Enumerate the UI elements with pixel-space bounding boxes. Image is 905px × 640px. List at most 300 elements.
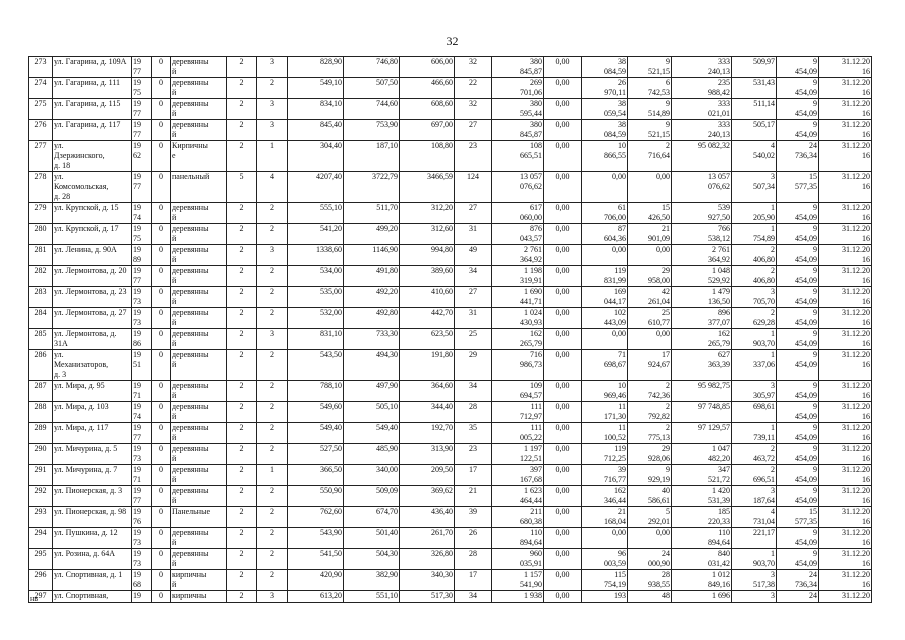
- cell-wall-material: деревянны й: [171, 402, 227, 423]
- cell-year-built: 19 74: [132, 402, 152, 423]
- cell-local-cost: 17 924,67: [628, 350, 672, 381]
- cell-deadline: 31.12.20 16: [819, 141, 872, 172]
- cell-owners-cost: 840 031,42: [672, 549, 732, 570]
- cell-fund-cost: 0,00: [544, 224, 582, 245]
- table-row: [29, 486, 872, 507]
- cell-total-area: 541,20: [288, 224, 344, 245]
- cell-residential-area: 261,70: [400, 528, 455, 549]
- cell-wall-material: деревянны й: [171, 423, 227, 444]
- cell-living-area: 733,30: [344, 329, 400, 350]
- cell-year-built: 19 77: [132, 120, 152, 141]
- cell-entrances: 2: [257, 486, 288, 507]
- cell-max-cost-per-sqm: 9 454,09: [777, 423, 819, 444]
- cell-year-repair: 0: [152, 591, 171, 603]
- cell-year-repair: 0: [152, 444, 171, 465]
- cell-entrances: 4: [257, 172, 288, 203]
- cell-entrances: 3: [257, 57, 288, 78]
- cell-living-area: 494,30: [344, 350, 400, 381]
- cell-total-area: 1338,60: [288, 245, 344, 266]
- cell-residents: 34: [455, 591, 492, 603]
- cell-residential-area: 436,40: [400, 507, 455, 528]
- cell-owners-cost: 1 420 531,39: [672, 486, 732, 507]
- cell-residents: 32: [455, 99, 492, 120]
- cell-residential-area: 697,00: [400, 120, 455, 141]
- cell-deadline: 31.12.20 16: [819, 329, 872, 350]
- cell-local-cost: 29 928,06: [628, 444, 672, 465]
- cell-residents: 27: [455, 203, 492, 224]
- cell-max-cost-per-sqm: 9 454,09: [777, 329, 819, 350]
- cell-year-built: 19 77: [132, 486, 152, 507]
- cell-floors: 2: [227, 57, 257, 78]
- cell-total-cost: 109 694,57: [492, 381, 544, 402]
- cell-residential-area: 209,50: [400, 465, 455, 486]
- cell-residents: 27: [455, 120, 492, 141]
- cell-wall-material: деревянны й: [171, 57, 227, 78]
- cell-local-cost: 29 958,00: [628, 266, 672, 287]
- cell-fund-cost: 0,00: [544, 591, 582, 603]
- cell-year-built: 19 73: [132, 549, 152, 570]
- cell-total-cost: 960 035,91: [492, 549, 544, 570]
- cell-year-repair: 0: [152, 465, 171, 486]
- table-row: [29, 287, 872, 308]
- cell-wall-material: деревянны й: [171, 381, 227, 402]
- cell-deadline: 31.12.20 16: [819, 99, 872, 120]
- cell-total-area: 366,50: [288, 465, 344, 486]
- cell-year-built: 19 75: [132, 224, 152, 245]
- table-row: [29, 423, 872, 444]
- cell-local-cost: 2 775,13: [628, 423, 672, 444]
- cell-region-cost: 119 831,99: [582, 266, 628, 287]
- cell-year-repair: 0: [152, 570, 171, 591]
- cell-owners-cost: 2 761 364,92: [672, 245, 732, 266]
- cell-owners-cost: 333 240,13: [672, 120, 732, 141]
- cell-fund-cost: 0,00: [544, 245, 582, 266]
- table-row: [29, 99, 872, 120]
- cell-year-repair: 0: [152, 486, 171, 507]
- cell-local-cost: 9 521,15: [628, 120, 672, 141]
- cell-total-area: 534,00: [288, 266, 344, 287]
- table-row: [29, 549, 872, 570]
- cell-fund-cost: 0,00: [544, 402, 582, 423]
- cell-total-cost: 397 167,68: [492, 465, 544, 486]
- cell-owners-cost: 896 377,07: [672, 308, 732, 329]
- cell-floors: 2: [227, 507, 257, 528]
- cell-local-cost: 15 426,50: [628, 203, 672, 224]
- cell-max-cost-per-sqm: 24 736,34: [777, 141, 819, 172]
- cell-residents: 29: [455, 350, 492, 381]
- cell-deadline: 31.12.20 16: [819, 507, 872, 528]
- cell-wall-material: деревянны й: [171, 486, 227, 507]
- table-row: [29, 591, 872, 603]
- cell-address: ул. Механизаторов, д. 3: [53, 350, 132, 381]
- cell-entrances: 2: [257, 423, 288, 444]
- cell-floors: 2: [227, 402, 257, 423]
- cell-max-cost-per-sqm: 24 736,34: [777, 570, 819, 591]
- cell-entrances: 2: [257, 444, 288, 465]
- cell-local-cost: 9 929,19: [628, 465, 672, 486]
- cell-total-cost: 111 712,97: [492, 402, 544, 423]
- cell-region-cost: 38 059,54: [582, 99, 628, 120]
- cell-residential-area: 606,00: [400, 57, 455, 78]
- cell-row-number: 285: [29, 329, 53, 350]
- cell-region-cost: 102 443,09: [582, 308, 628, 329]
- cell-fund-cost: 0,00: [544, 287, 582, 308]
- cell-local-cost: 21 901,09: [628, 224, 672, 245]
- cell-total-cost: 269 701,06: [492, 78, 544, 99]
- cell-residents: 28: [455, 402, 492, 423]
- cell-max-cost-per-sqm: 9 454,09: [777, 203, 819, 224]
- cell-cost-per-sqm: 3 305,97: [732, 381, 777, 402]
- cell-total-area: 541,50: [288, 549, 344, 570]
- cell-living-area: 492,20: [344, 287, 400, 308]
- cell-fund-cost: 0,00: [544, 57, 582, 78]
- cell-local-cost: 2 742,36: [628, 381, 672, 402]
- cell-entrances: 3: [257, 120, 288, 141]
- cell-entrances: 1: [257, 141, 288, 172]
- cell-address: ул. Лермонтова, д. 23: [53, 287, 132, 308]
- cell-wall-material: деревянны й: [171, 224, 227, 245]
- cell-total-area: 535,00: [288, 287, 344, 308]
- cell-row-number: 294: [29, 528, 53, 549]
- cell-wall-material: Кирпичны е: [171, 141, 227, 172]
- cell-max-cost-per-sqm: 9 454,09: [777, 549, 819, 570]
- cell-residents: 31: [455, 308, 492, 329]
- cell-region-cost: 39 716,77: [582, 465, 628, 486]
- cell-max-cost-per-sqm: 9 454,09: [777, 78, 819, 99]
- cell-residents: 34: [455, 381, 492, 402]
- cell-residential-area: 191,80: [400, 350, 455, 381]
- cell-entrances: 3: [257, 329, 288, 350]
- cell-residential-area: 313,90: [400, 444, 455, 465]
- cell-entrances: 2: [257, 308, 288, 329]
- cell-local-cost: 48: [628, 591, 672, 603]
- cell-fund-cost: 0,00: [544, 465, 582, 486]
- cell-local-cost: 25 610,77: [628, 308, 672, 329]
- cell-fund-cost: 0,00: [544, 99, 582, 120]
- cell-year-built: 19 68: [132, 570, 152, 591]
- cell-owners-cost: 185 220,33: [672, 507, 732, 528]
- cell-cost-per-sqm: 3 187,64: [732, 486, 777, 507]
- cell-year-built: 19 77: [132, 57, 152, 78]
- cell-cost-per-sqm: 3 705,70: [732, 287, 777, 308]
- cell-total-cost: 1 024 430,93: [492, 308, 544, 329]
- cell-owners-cost: 162 265,79: [672, 329, 732, 350]
- cell-year-built: 19 73: [132, 287, 152, 308]
- cell-total-area: 549,10: [288, 78, 344, 99]
- cell-local-cost: 2 716,64: [628, 141, 672, 172]
- cell-living-area: 674,70: [344, 507, 400, 528]
- cell-residential-area: 389,60: [400, 266, 455, 287]
- cell-region-cost: 87 604,36: [582, 224, 628, 245]
- cell-deadline: 31.12.20 16: [819, 203, 872, 224]
- cell-cost-per-sqm: 698,61: [732, 402, 777, 423]
- cell-year-repair: 0: [152, 172, 171, 203]
- table-row: [29, 444, 872, 465]
- cell-deadline: 31.12.20 16: [819, 266, 872, 287]
- cell-total-cost: 1 157 541,90: [492, 570, 544, 591]
- cell-floors: 2: [227, 141, 257, 172]
- cell-cost-per-sqm: 2 463,72: [732, 444, 777, 465]
- cell-entrances: 2: [257, 266, 288, 287]
- cell-year-built: 19 77: [132, 266, 152, 287]
- cell-residents: 26: [455, 528, 492, 549]
- cell-owners-cost: 1 479 136,50: [672, 287, 732, 308]
- cell-total-cost: 1 198 319,91: [492, 266, 544, 287]
- cell-total-cost: 380 845,87: [492, 120, 544, 141]
- cell-local-cost: 0,00: [628, 172, 672, 203]
- cell-floors: 2: [227, 423, 257, 444]
- cell-floors: 2: [227, 486, 257, 507]
- cell-deadline: 31.12.20 16: [819, 570, 872, 591]
- cell-cost-per-sqm: 3 517,38: [732, 570, 777, 591]
- cell-owners-cost: 539 927,50: [672, 203, 732, 224]
- cell-fund-cost: 0,00: [544, 329, 582, 350]
- cell-wall-material: деревянны й: [171, 465, 227, 486]
- cell-cost-per-sqm: 3: [732, 591, 777, 603]
- cell-total-area: 549,60: [288, 402, 344, 423]
- cell-fund-cost: 0,00: [544, 381, 582, 402]
- cell-address: ул. Мичурина, д. 5: [53, 444, 132, 465]
- cell-total-cost: 2 761 364,92: [492, 245, 544, 266]
- cell-row-number: 274: [29, 78, 53, 99]
- table-row: [29, 465, 872, 486]
- cell-row-number: 287: [29, 381, 53, 402]
- cell-deadline: 31.12.20 16: [819, 120, 872, 141]
- cell-fund-cost: 0,00: [544, 141, 582, 172]
- cell-total-cost: 111 005,22: [492, 423, 544, 444]
- cell-year-repair: 0: [152, 245, 171, 266]
- cell-address: ул. Мира, д. 103: [53, 402, 132, 423]
- cell-max-cost-per-sqm: 15 577,35: [777, 172, 819, 203]
- cell-region-cost: 38 084,59: [582, 57, 628, 78]
- cell-entrances: 3: [257, 591, 288, 603]
- cell-address: ул. Спортивная,: [53, 591, 132, 603]
- cell-row-number: 293: [29, 507, 53, 528]
- cell-floors: 2: [227, 266, 257, 287]
- cell-living-area: 1146,90: [344, 245, 400, 266]
- cell-fund-cost: 0,00: [544, 172, 582, 203]
- cell-wall-material: деревянны й: [171, 444, 227, 465]
- cell-region-cost: 10 866,55: [582, 141, 628, 172]
- cell-residential-area: 410,60: [400, 287, 455, 308]
- cell-max-cost-per-sqm: 15 577,35: [777, 507, 819, 528]
- cell-total-cost: 110 894,64: [492, 528, 544, 549]
- cell-residential-area: 994,80: [400, 245, 455, 266]
- cell-total-area: 543,50: [288, 350, 344, 381]
- cell-living-area: 497,90: [344, 381, 400, 402]
- cell-entrances: 2: [257, 402, 288, 423]
- cell-floors: 2: [227, 570, 257, 591]
- cell-total-cost: 13 057 076,62: [492, 172, 544, 203]
- cell-residents: 23: [455, 444, 492, 465]
- cell-region-cost: 115 754,19: [582, 570, 628, 591]
- cell-address: ул. Лермонтова, д. 31А: [53, 329, 132, 350]
- cell-region-cost: 38 084,59: [582, 120, 628, 141]
- cell-owners-cost: 13 057 076,62: [672, 172, 732, 203]
- cell-fund-cost: 0,00: [544, 423, 582, 444]
- table-row: [29, 350, 872, 381]
- cell-total-area: 550,90: [288, 486, 344, 507]
- cell-owners-cost: 235 988,42: [672, 78, 732, 99]
- cell-region-cost: 26 970,11: [582, 78, 628, 99]
- cell-total-area: 613,20: [288, 591, 344, 603]
- cell-residential-area: 312,20: [400, 203, 455, 224]
- cell-total-area: 420,90: [288, 570, 344, 591]
- cell-cost-per-sqm: 531,43: [732, 78, 777, 99]
- cell-living-area: 549,40: [344, 423, 400, 444]
- cell-living-area: 746,80: [344, 57, 400, 78]
- table-row: [29, 570, 872, 591]
- cell-region-cost: 10 969,46: [582, 381, 628, 402]
- cell-address: ул. Мира, д. 95: [53, 381, 132, 402]
- cell-region-cost: 0,00: [582, 528, 628, 549]
- cell-living-area: 499,20: [344, 224, 400, 245]
- cell-region-cost: 0,00: [582, 329, 628, 350]
- cell-total-cost: 716 986,73: [492, 350, 544, 381]
- cell-residential-area: 108,80: [400, 141, 455, 172]
- cell-fund-cost: 0,00: [544, 78, 582, 99]
- cell-wall-material: деревянны й: [171, 78, 227, 99]
- cell-address: ул. Комсомольская, д. 28: [53, 172, 132, 203]
- cell-wall-material: деревянны й: [171, 99, 227, 120]
- cell-living-area: 551,10: [344, 591, 400, 603]
- cell-max-cost-per-sqm: 9 454,09: [777, 99, 819, 120]
- cell-max-cost-per-sqm: 9 454,09: [777, 245, 819, 266]
- cell-year-repair: 0: [152, 402, 171, 423]
- cell-residential-area: 517,30: [400, 591, 455, 603]
- cell-max-cost-per-sqm: 9 454,09: [777, 350, 819, 381]
- cell-address: ул. Ленина, д. 90А: [53, 245, 132, 266]
- cell-year-repair: 0: [152, 99, 171, 120]
- cell-row-number: 280: [29, 224, 53, 245]
- cell-year-built: 19 76: [132, 507, 152, 528]
- cell-total-area: 845,40: [288, 120, 344, 141]
- cell-max-cost-per-sqm: 9 454,09: [777, 465, 819, 486]
- cell-living-area: 382,90: [344, 570, 400, 591]
- housing-registry-table: [28, 56, 872, 603]
- cell-fund-cost: 0,00: [544, 308, 582, 329]
- cell-cost-per-sqm: 2 629,28: [732, 308, 777, 329]
- cell-entrances: 3: [257, 99, 288, 120]
- cell-local-cost: 2 792,82: [628, 402, 672, 423]
- cell-living-area: 753,90: [344, 120, 400, 141]
- cell-address: ул. Гагарина, д. 115: [53, 99, 132, 120]
- cell-owners-cost: 1 048 529,92: [672, 266, 732, 287]
- cell-deadline: 31.12.20: [819, 591, 872, 603]
- cell-year-built: 19 74: [132, 203, 152, 224]
- cell-row-number: 283: [29, 287, 53, 308]
- cell-row-number: 291: [29, 465, 53, 486]
- cell-total-cost: 162 265,79: [492, 329, 544, 350]
- cell-year-built: 19 73: [132, 528, 152, 549]
- cell-cost-per-sqm: 1 903,70: [732, 329, 777, 350]
- cell-living-area: 485,90: [344, 444, 400, 465]
- table-row: [29, 203, 872, 224]
- cell-living-area: 507,50: [344, 78, 400, 99]
- cell-row-number: 286: [29, 350, 53, 381]
- cell-residential-area: 3466,59: [400, 172, 455, 203]
- cell-address: ул. Крупской, д. 15: [53, 203, 132, 224]
- cell-region-cost: 61 706,00: [582, 203, 628, 224]
- table-row: [29, 329, 872, 350]
- cell-cost-per-sqm: 3 507,34: [732, 172, 777, 203]
- cell-residential-area: 369,62: [400, 486, 455, 507]
- cell-entrances: 3: [257, 245, 288, 266]
- cell-year-repair: 0: [152, 120, 171, 141]
- cell-living-area: 491,80: [344, 266, 400, 287]
- cell-cost-per-sqm: 509,97: [732, 57, 777, 78]
- cell-floors: 2: [227, 224, 257, 245]
- cell-region-cost: 71 698,67: [582, 350, 628, 381]
- cell-entrances: 2: [257, 224, 288, 245]
- cell-year-repair: 0: [152, 287, 171, 308]
- cell-year-repair: 0: [152, 549, 171, 570]
- cell-total-area: 549,40: [288, 423, 344, 444]
- cell-total-area: 831,10: [288, 329, 344, 350]
- cell-wall-material: Панельные: [171, 507, 227, 528]
- cell-deadline: 31.12.20 16: [819, 549, 872, 570]
- cell-region-cost: 169 044,17: [582, 287, 628, 308]
- cell-max-cost-per-sqm: 9 454,09: [777, 57, 819, 78]
- cell-year-repair: 0: [152, 308, 171, 329]
- table-row: [29, 57, 872, 78]
- cell-max-cost-per-sqm: 9 454,09: [777, 266, 819, 287]
- cell-row-number: 276: [29, 120, 53, 141]
- cell-floors: 2: [227, 308, 257, 329]
- cell-fund-cost: 0,00: [544, 350, 582, 381]
- table-row: [29, 266, 872, 287]
- cell-deadline: 31.12.20 16: [819, 172, 872, 203]
- cell-living-area: 3722,79: [344, 172, 400, 203]
- cell-year-repair: 0: [152, 423, 171, 444]
- cell-entrances: 2: [257, 350, 288, 381]
- cell-year-built: 19 77: [132, 172, 152, 203]
- cell-region-cost: 11 171,30: [582, 402, 628, 423]
- cell-row-number: 290: [29, 444, 53, 465]
- cell-fund-cost: 0,00: [544, 266, 582, 287]
- cell-owners-cost: 95 982,75: [672, 381, 732, 402]
- table-row: [29, 507, 872, 528]
- cell-living-area: 187,10: [344, 141, 400, 172]
- cell-region-cost: 193: [582, 591, 628, 603]
- cell-total-cost: 211 680,38: [492, 507, 544, 528]
- cell-local-cost: 0,00: [628, 329, 672, 350]
- cell-entrances: 2: [257, 287, 288, 308]
- cell-total-cost: 1 938: [492, 591, 544, 603]
- cell-owners-cost: 766 538,12: [672, 224, 732, 245]
- cell-row-number: 282: [29, 266, 53, 287]
- cell-owners-cost: 95 082,32: [672, 141, 732, 172]
- cell-entrances: 2: [257, 381, 288, 402]
- cell-deadline: 31.12.20 16: [819, 486, 872, 507]
- cell-year-repair: 0: [152, 507, 171, 528]
- cell-address: ул. Гагарина, д. 109А: [53, 57, 132, 78]
- cell-owners-cost: 347 521,72: [672, 465, 732, 486]
- cell-total-area: 828,90: [288, 57, 344, 78]
- cell-residents: 23: [455, 141, 492, 172]
- cell-year-built: 19 89: [132, 245, 152, 266]
- cell-deadline: 31.12.20 16: [819, 57, 872, 78]
- cell-wall-material: панельный: [171, 172, 227, 203]
- cell-cost-per-sqm: 1 754,89: [732, 224, 777, 245]
- cell-living-area: 492,80: [344, 308, 400, 329]
- table-row: [29, 141, 872, 172]
- cell-fund-cost: 0,00: [544, 549, 582, 570]
- cell-year-built: 19 73: [132, 308, 152, 329]
- cell-residents: 28: [455, 549, 492, 570]
- cell-residents: 39: [455, 507, 492, 528]
- cell-residents: 49: [455, 245, 492, 266]
